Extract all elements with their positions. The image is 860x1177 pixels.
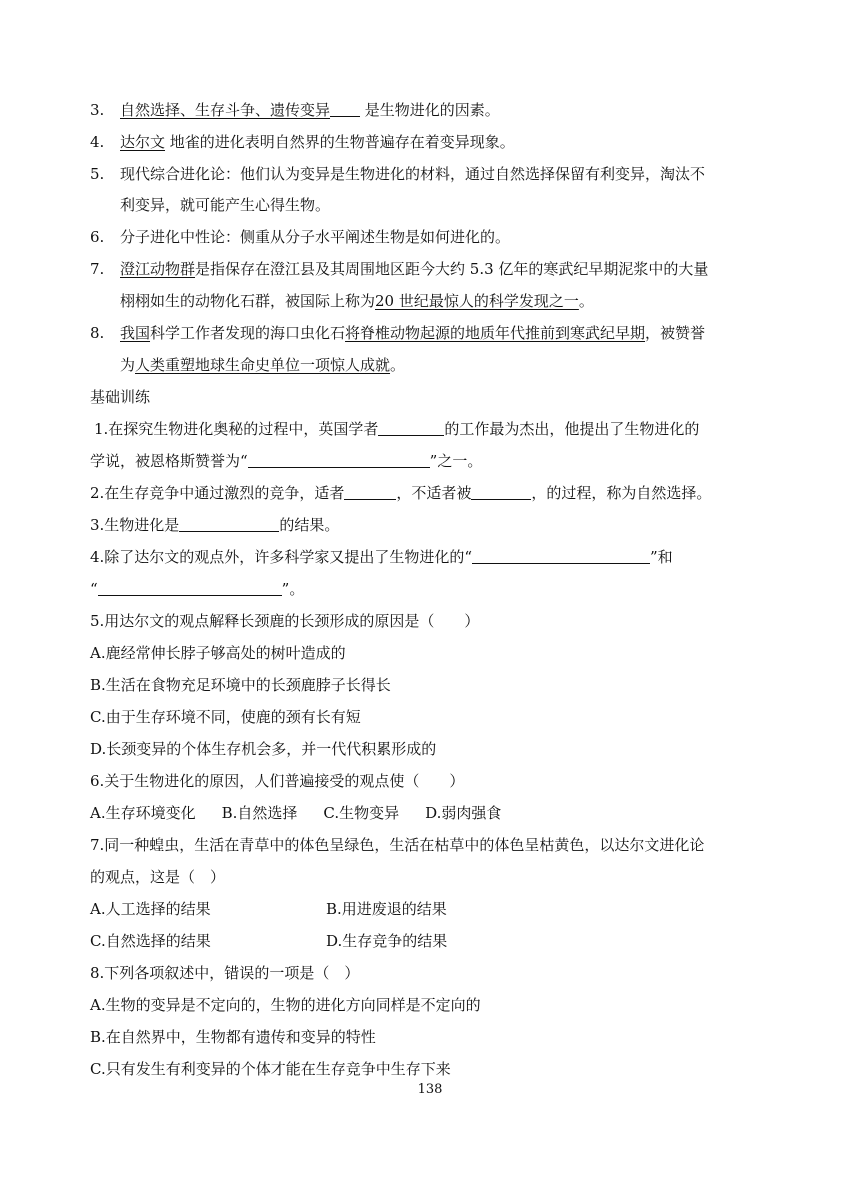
- fill-blank: [472, 548, 650, 564]
- question-5-stem: 5.用达尔文的观点解释长颈鹿的长颈形成的原因是（ ）: [90, 612, 480, 630]
- knowledge-item-6: 6. 分子进化中性论：侧重从分子水平阐述生物是如何进化的。: [90, 228, 511, 246]
- question-3: 3.生物进化是 的结果。: [90, 516, 340, 534]
- knowledge-item-8: 8. 我国科学工作者发现的海口虫化石将脊椎动物起源的地质年代推前到寒武纪早期，被赞誉: [90, 324, 706, 342]
- question-6-options: [90, 803, 780, 823]
- question-7-option-b: B.用进废退的结果: [326, 900, 447, 918]
- question-8-option-b: B.在自然界中，生物都有遗传和变异的特性: [90, 1028, 376, 1046]
- fill-blank: [344, 484, 396, 500]
- question-8-option-a: A.生物的变异是不定向的，生物的进化方向同样是不定向的: [90, 996, 481, 1014]
- answer-underlined: 20 世纪最惊人的科学发现之一: [375, 292, 579, 310]
- answer-underlined: 达尔文: [120, 133, 166, 151]
- fill-blank: [248, 452, 430, 468]
- knowledge-item-4: 4. 达尔文 地雀的进化表明自然界的生物普遍存在着变异现象。: [90, 133, 515, 151]
- section-heading: 基础训练: [90, 388, 151, 406]
- fill-blank: [471, 484, 531, 500]
- answer-underlined: 我国: [120, 324, 151, 342]
- knowledge-item-7: 7. 澄江动物群是指保存在澄江县及其周围地区距今大约 5.3 亿年的寒武纪早期泥浆中的大量: [90, 260, 709, 278]
- question-7-stem: 7.同一种蝗虫，生活在青草中的体色呈绿色，生活在枯草中的体色呈枯黄色，以达尔文进化论: [90, 836, 705, 854]
- knowledge-item-3: 3. 自然选择、生存斗争、遗传变异 是生物进化的因素。: [90, 101, 500, 119]
- question-8-stem: 8.下列各项叙述中，错误的一项是（ ）: [90, 964, 360, 982]
- question-5-option-a: A.鹿经常伸长脖子够高处的树叶造成的: [90, 644, 346, 662]
- question-7-stem-cont: 的观点，这是（ ）: [90, 868, 226, 886]
- underline-blank: [330, 101, 360, 117]
- question-4: 4.除了达尔文的观点外，许多科学家又提出了生物进化的“ ”和: [90, 548, 673, 566]
- question-4-cont: “ ”。: [90, 580, 305, 598]
- fill-blank: [179, 516, 279, 532]
- answer-underlined: 人类重塑地球生命史单位一项惊人成就: [135, 356, 391, 374]
- knowledge-item-5: 5. 现代综合进化论：他们认为变异是生物进化的材料，通过自然选择保留有利变异，淘汰不: [90, 165, 706, 183]
- knowledge-item-7-cont: 栩栩如生的动物化石群，被国际上称为20 世纪最惊人的科学发现之一。: [120, 292, 594, 310]
- question-6-stem: 6.关于生物进化的原因，人们普遍接受的观点使（ ）: [90, 772, 465, 790]
- question-6-option-a: A.生存环境变化: [90, 804, 196, 822]
- fill-blank: [98, 580, 282, 596]
- knowledge-item-5-cont: 利变异，就可能产生心得生物。: [120, 196, 331, 214]
- answer-underlined: 将脊椎动物起源的地质年代推前到寒武纪早期: [345, 324, 646, 342]
- question-5-option-d: D.长颈变异的个体生存机会多，并一代代积累形成的: [90, 740, 437, 758]
- question-2: 2.在生存竞争中通过激烈的竞争，适者 ，不适者被 ，的过程，称为自然选择。: [90, 484, 712, 502]
- answer-underlined: 澄江动物群: [120, 260, 196, 278]
- question-1: 1.在探究生物进化奥秘的过程中，英国学者 的工作最为杰出，他提出了生物进化的: [94, 420, 700, 438]
- question-7-options-row2: [90, 931, 780, 951]
- question-7-option-a: A.人工选择的结果: [90, 900, 211, 918]
- answer-underlined: 自然选择、生存斗争、遗传变异: [120, 101, 331, 119]
- question-7-option-c: C.自然选择的结果: [90, 932, 211, 950]
- question-6-option-c: C.生物变异: [323, 804, 400, 822]
- fill-blank: [378, 420, 444, 436]
- knowledge-item-8-cont: 为人类重塑地球生命史单位一项惊人成就。: [120, 356, 406, 374]
- question-5-option-c: C.由于生存环境不同，使鹿的颈有长有短: [90, 708, 361, 726]
- question-5-option-b: B.生活在食物充足环境中的长颈鹿脖子长得长: [90, 676, 391, 694]
- question-1-cont: 学说，被恩格斯赞誉为“ ”之一。: [90, 452, 483, 470]
- question-7-option-d: D.生存竞争的结果: [326, 932, 448, 950]
- question-6-option-b: B.自然选择: [221, 804, 298, 822]
- question-6-option-d: D.弱肉强食: [425, 804, 502, 822]
- question-7-options-row1: [90, 899, 780, 919]
- page-number: 138: [417, 1082, 443, 1097]
- question-8-option-c: C.只有发生有利变异的个体才能在生存竞争中生存下来: [90, 1060, 451, 1078]
